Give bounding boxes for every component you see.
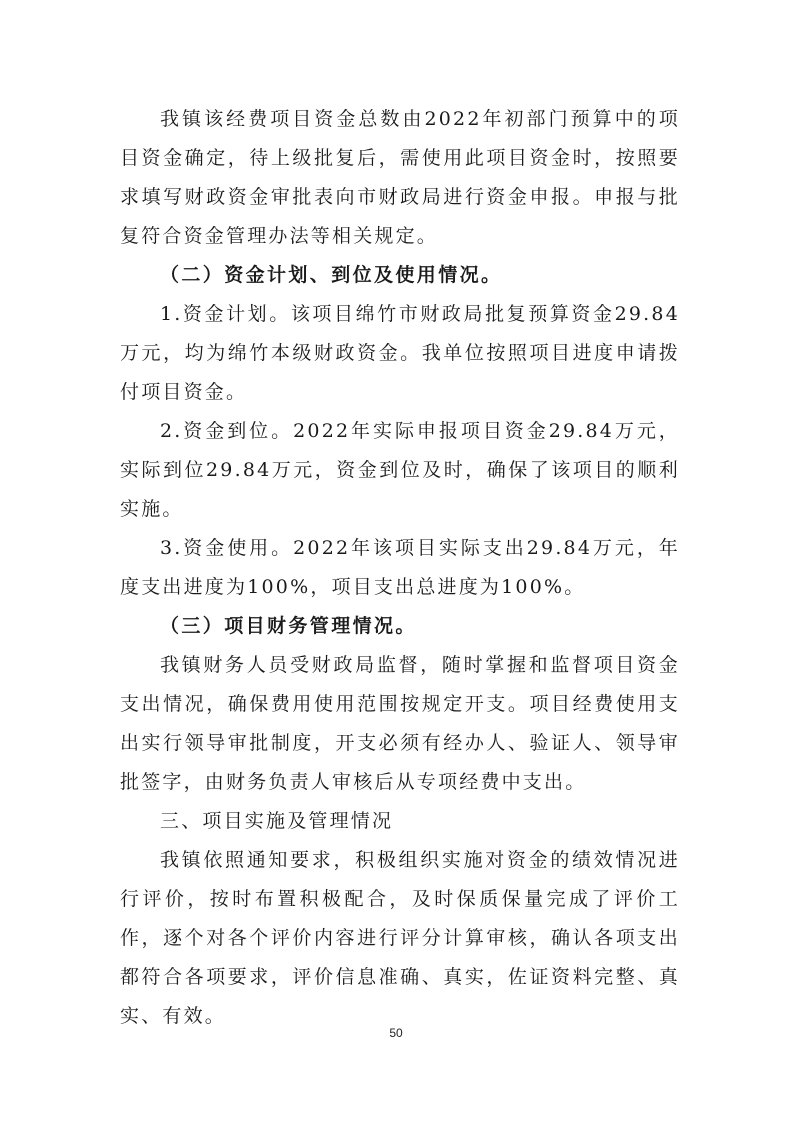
paragraph-financial-management: 我镇财务人员受财政局监督，随时掌握和监督项目资金支出情况，确保费用使用范围按规定开支。项目经费使用支出实行领导审批制度，开支必须有经办人、验证人、领导审批签字，由财务负责人审核后从专项经费中支出。 <box>120 654 680 793</box>
paragraph-fund-arrival: 2.资金到位。2022年实际申报项目资金29.84万元，实际到位29.84万元，资金到位及时，确保了该项目的顺利实施。 <box>120 420 680 520</box>
section-heading-implementation: 三、项目实施及管理情况 <box>160 810 394 832</box>
paragraph-implementation: 我镇依照通知要求，积极组织实施对资金的绩效情况进行评价，按时布置积极配合，及时保质保量完成了评价工作，逐个对各个评价内容进行评分计算审核，确认各项支出都符合各项要求，评价信息准确、真实，佐证资料完整、真实、有效。 <box>120 849 680 1027</box>
section-heading-financial-management: （三）项目财务管理情况。 <box>160 615 417 637</box>
paragraph-budget-source: 我镇该经费项目资金总数由2022年初部门预算中的项目资金确定，待上级批复后，需使用此项目资金时，按照要求填写财政资金审批表向市财政局进行资金申报。申报与批复符合资金管理办法等相关规定。 <box>120 108 680 247</box>
section-heading-fund-plan: （二）资金计划、到位及使用情况。 <box>160 264 503 286</box>
page-number: 50 <box>389 1026 403 1040</box>
document-body <box>120 100 680 1036</box>
paragraph-fund-usage: 3.资金使用。2022年该项目实际支出29.84万元，年度支出进度为100%，项目支出总进度为100%。 <box>120 537 680 598</box>
paragraph-fund-plan: 1.资金计划。该项目绵竹市财政局批复预算资金29.84万元，均为绵竹本级财政资金。我单位按照项目进度申请拨付项目资金。 <box>120 303 680 403</box>
